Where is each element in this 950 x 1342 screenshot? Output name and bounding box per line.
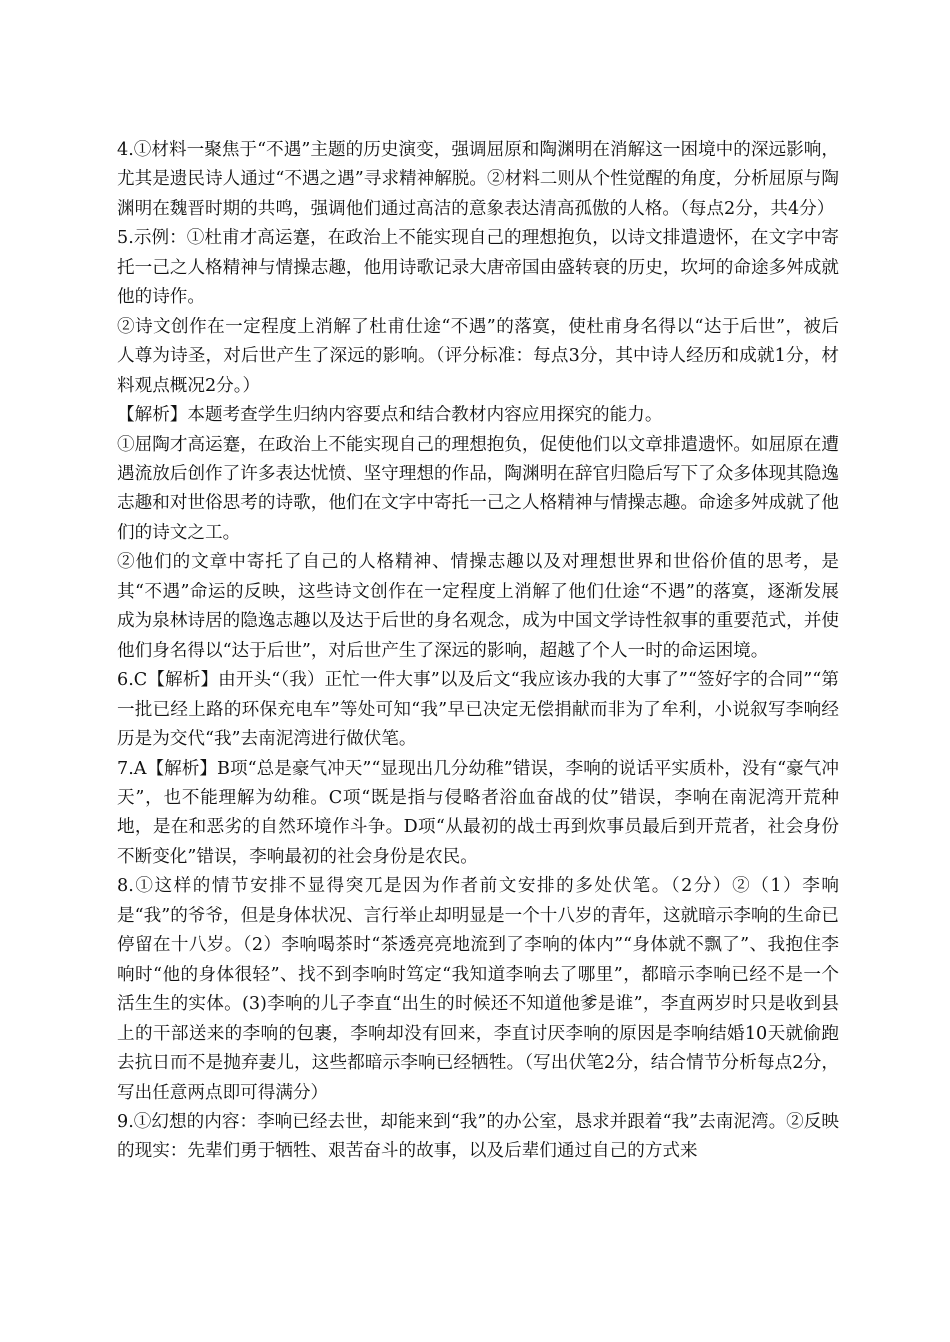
answer-5-part-1: 5.示例：①杜甫才高运蹇，在政治上不能实现自己的理想抱负，以诗文排遣遗怀，在文字中寄托一己之人格精神与情操志趣，他用诗歌记录大唐帝国由盛转衰的历史，坎坷的命途多舛成就他的诗作。: [117, 228, 839, 308]
answer-6: 6.C【解析】由开头“（我）正忙一件大事”以及后文“我应该办我的大事了”“签好字的合同”“第一批已经上路的环保充电车”等处可知“我”早已决定无偿捐献而非为了牟利，小说叙写李响经历是为交代“我”去南泥湾进行做伏笔。: [117, 670, 839, 750]
answer-5-part-2: ②诗文创作在一定程度上消解了杜甫仕途“不遇”的落寞，使杜甫身名得以“达于后世”，被后人尊为诗圣，对后世产生了深远的影响。（评分标准：每点3分，其中诗人经历和成就1分，材料观点概况2分。）: [117, 316, 839, 396]
answer-4: 4.①材料一聚焦于“不遇”主题的历史演变，强调屈原和陶渊明在消解这一困境中的深远影响，尤其是遗民诗人通过“不遇之遇”寻求精神解脱。②材料二则从个性觉醒的角度，分析屈原与陶渊明在魏晋时期的共鸣，强调他们通过高洁的意象表达清高孤傲的人格。（每点2分，共4分）: [117, 140, 839, 219]
answer-8: 8.①这样的情节安排不显得突兀是因为作者前文安排的多处伏笔。（2分）②（1）李响是“我”的爷爷，但是身体状况、言行举止却明显是一个十八岁的青年，这就暗示李响的生命已停留在十八岁。（2）李响喝茶时“茶透亮亮地流到了李响的体内”“身体就不飘了”、我抱住李响时“他的身体很轻”、找不到李响时笃定“我知道李响去了哪里”，都暗示李响已经不是一个活生生的实体。(3)李响的儿子李直“出生的时候还不知道他爹是谁”，李直两岁时只是收到县上的干部送来的李响的包裹，李响却没有回来，李直讨厌李响的原因是李响结婚10天就偷跑去抗日而不是抛弃妻儿，这些都暗示李响已经牺牲。（写出伏笔2分，结合情节分析每点2分，写出任意两点即可得满分）: [117, 876, 839, 1103]
answer-7: 7.A【解析】B项“总是豪气冲天”“显现出几分幼稚”错误，李响的说话平实质朴，没有“豪气冲天”，也不能理解为幼稚。C项“既是指与侵略者浴血奋战的仗”错误，李响在南泥湾开荒种地，是在和恶劣的自然环境作斗争。D项“从最初的战士再到炊事员最后到开荒者，社会身份不断变化”错误，李响最初的社会身份是农民。: [117, 758, 839, 867]
analysis-point-1: ①屈陶才高运蹇，在政治上不能实现自己的理想抱负，促使他们以文章排遣遗怀。如屈原在遭遇流放后创作了许多表达忧愤、坚守理想的作品，陶渊明在辞官归隐后写下了众多体现其隐逸志趣和对世俗思考的诗歌，他们在文字中寄托一己之人格精神与情操志趣。命途多舛成就了他们的诗文之工。: [117, 434, 839, 543]
answer-document: [117, 136, 839, 1167]
analysis-point-2: ②他们的文章中寄托了自己的人格精神、情操志趣以及对理想世界和世俗价值的思考，是其“不遇”命运的反映，这些诗文创作在一定程度上消解了他们仕途“不遇”的落寞，逐渐发展成为泉林诗居的隐逸志趣以及达于后世的身名观念，成为中国文学诗性叙事的重要范式，并使他们身名得以“达于后世”，对后世产生了深远的影响，超越了个人一时的命运困境。: [117, 552, 839, 661]
answer-9: 9.①幻想的内容：李响已经去世，却能来到“我”的办公室，恳求并跟着“我”去南泥湾。②反映的现实：先辈们勇于牺牲、艰苦奋斗的故事，以及后辈们通过自己的方式来: [117, 1111, 839, 1162]
analysis-intro: 【解析】本题考查学生归纳内容要点和结合教材内容应用探究的能力。: [117, 405, 663, 426]
